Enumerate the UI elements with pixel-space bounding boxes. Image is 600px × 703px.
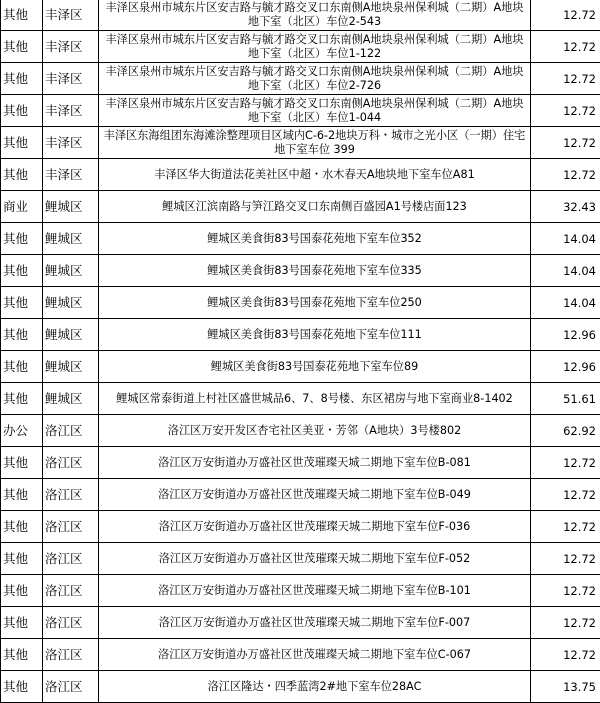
row-type-cell: 其他	[1, 287, 43, 319]
row-type-cell: 其他	[1, 575, 43, 607]
table-row	[1, 287, 600, 319]
row-type-cell: 其他	[1, 383, 43, 415]
row-type-cell: 其他	[1, 479, 43, 511]
table-row	[1, 511, 600, 543]
row-area-cell: 12.72	[531, 31, 600, 63]
table-row	[1, 319, 600, 351]
row-address-cell: 丰泽区华大街道法花美社区中超・水木春天A地块地下室车位A81	[99, 159, 531, 191]
table-row	[1, 191, 600, 223]
row-area-cell: 14.04	[531, 255, 600, 287]
row-district-cell: 丰泽区	[43, 0, 99, 31]
row-type-cell: 其他	[1, 639, 43, 671]
row-address-cell: 丰泽区泉州市城东片区安吉路与毓才路交叉口东南侧A地块泉州保利城（二期）A地块地下室（北区）车位2-726	[99, 63, 531, 95]
row-area-cell: 12.72	[531, 607, 600, 639]
row-address-cell: 丰泽区泉州市城东片区安吉路与毓才路交叉口东南侧A地块泉州保利城（二期）A地块地下室（北区）车位1-044	[99, 95, 531, 127]
row-district-cell: 丰泽区	[43, 159, 99, 191]
row-address-cell: 丰泽区泉州市城东片区安吉路与毓才路交叉口东南侧A地块泉州保利城（二期）A地块地下室（北区）车位1-122	[99, 31, 531, 63]
row-address-cell: 鲤城区江滨南路与笋江路交叉口东南侧百盛园A1号楼店面123	[99, 191, 531, 223]
row-district-cell: 鲤城区	[43, 191, 99, 223]
table-row	[1, 95, 600, 127]
row-area-cell: 12.72	[531, 95, 600, 127]
row-address-cell: 洛江区万安街道办万盛社区世茂璀璨天城二期地下室车位B-049	[99, 479, 531, 511]
row-type-cell: 其他	[1, 127, 43, 159]
row-address-cell: 洛江区隆达・四季蓝湾2#地下室车位28AC	[99, 671, 531, 703]
row-district-cell: 丰泽区	[43, 95, 99, 127]
row-area-cell: 12.72	[531, 159, 600, 191]
row-type-cell: 其他	[1, 511, 43, 543]
table-row	[1, 255, 600, 287]
row-district-cell: 鲤城区	[43, 255, 99, 287]
row-type-cell: 其他	[1, 319, 43, 351]
row-district-cell: 丰泽区	[43, 127, 99, 159]
row-type-cell: 其他	[1, 447, 43, 479]
table-row	[1, 415, 600, 447]
row-area-cell: 12.72	[531, 575, 600, 607]
table-row	[1, 31, 600, 63]
row-area-cell: 12.72	[531, 63, 600, 95]
table-row	[1, 447, 600, 479]
row-address-cell: 洛江区万安街道办万盛社区世茂璀璨天城二期地下室车位F-007	[99, 607, 531, 639]
row-area-cell: 12.72	[531, 127, 600, 159]
row-address-cell: 洛江区万安街道办万盛社区世茂璀璨天城二期地下室车位B-081	[99, 447, 531, 479]
row-type-cell: 办公	[1, 415, 43, 447]
table-row	[1, 159, 600, 191]
row-district-cell: 洛江区	[43, 639, 99, 671]
row-address-cell: 洛江区万安街道办万盛社区世茂璀璨天城二期地下室车位F-036	[99, 511, 531, 543]
row-area-cell: 12.72	[531, 447, 600, 479]
row-type-cell: 其他	[1, 255, 43, 287]
table-row	[1, 575, 600, 607]
row-address-cell: 鲤城区美食街83号国泰花苑地下室车位352	[99, 223, 531, 255]
row-area-cell: 51.61	[531, 383, 600, 415]
row-type-cell: 其他	[1, 159, 43, 191]
row-area-cell: 12.72	[531, 479, 600, 511]
row-type-cell: 其他	[1, 95, 43, 127]
row-district-cell: 洛江区	[43, 415, 99, 447]
row-address-cell: 丰泽区泉州市城东片区安吉路与毓才路交叉口东南侧A地块泉州保利城（二期）A地块地下室（北区）车位2-543	[99, 0, 531, 31]
row-district-cell: 洛江区	[43, 607, 99, 639]
table-row	[1, 351, 600, 383]
row-type-cell: 其他	[1, 63, 43, 95]
row-area-cell: 12.96	[531, 319, 600, 351]
row-type-cell: 其他	[1, 351, 43, 383]
row-address-cell: 洛江区万安街道办万盛社区世茂璀璨天城二期地下室车位B-101	[99, 575, 531, 607]
row-area-cell: 14.04	[531, 223, 600, 255]
row-type-cell: 其他	[1, 543, 43, 575]
row-district-cell: 丰泽区	[43, 31, 99, 63]
row-area-cell: 62.92	[531, 415, 600, 447]
table-row	[1, 383, 600, 415]
row-type-cell: 其他	[1, 607, 43, 639]
table-row	[1, 543, 600, 575]
row-area-cell: 12.72	[531, 639, 600, 671]
row-address-cell: 丰泽区东海组团东海滩涂整理项目区域内C-6-2地块万科・城市之光小区（一期）住宅地下室车位 399	[99, 127, 531, 159]
row-area-cell: 14.04	[531, 287, 600, 319]
row-type-cell: 其他	[1, 31, 43, 63]
row-type-cell: 其他	[1, 223, 43, 255]
row-district-cell: 洛江区	[43, 447, 99, 479]
row-area-cell: 12.96	[531, 351, 600, 383]
row-district-cell: 鲤城区	[43, 319, 99, 351]
row-type-cell: 其他	[1, 0, 43, 31]
row-type-cell: 商业	[1, 191, 43, 223]
table-row	[1, 607, 600, 639]
row-district-cell: 鲤城区	[43, 223, 99, 255]
row-district-cell: 洛江区	[43, 671, 99, 703]
row-area-cell: 12.72	[531, 511, 600, 543]
row-address-cell: 鲤城区常泰街道上村社区盛世城品6、7、8号楼、东区裙房与地下室商业8-1402	[99, 383, 531, 415]
row-area-cell: 12.72	[531, 0, 600, 31]
row-address-cell: 鲤城区美食街83号国泰花苑地下室车位335	[99, 255, 531, 287]
row-type-cell: 其他	[1, 671, 43, 703]
row-address-cell: 洛江区万安开发区杏宅社区美亚・芳邻（A地块）3号楼802	[99, 415, 531, 447]
row-district-cell: 洛江区	[43, 511, 99, 543]
row-district-cell: 丰泽区	[43, 63, 99, 95]
row-district-cell: 洛江区	[43, 479, 99, 511]
table-row	[1, 127, 600, 159]
row-area-cell: 32.43	[531, 191, 600, 223]
row-address-cell: 鲤城区美食街83号国泰花苑地下室车位111	[99, 319, 531, 351]
row-district-cell: 鲤城区	[43, 351, 99, 383]
row-address-cell: 洛江区万安街道办万盛社区世茂璀璨天城二期地下室车位C-067	[99, 639, 531, 671]
table-row	[1, 639, 600, 671]
row-area-cell: 12.72	[531, 543, 600, 575]
row-address-cell: 洛江区万安街道办万盛社区世茂璀璨天城二期地下室车位F-052	[99, 543, 531, 575]
table-row	[1, 0, 600, 31]
row-district-cell: 鲤城区	[43, 383, 99, 415]
table-row	[1, 223, 600, 255]
row-district-cell: 鲤城区	[43, 287, 99, 319]
table-row	[1, 479, 600, 511]
row-address-cell: 鲤城区美食街83号国泰花苑地下室车位250	[99, 287, 531, 319]
row-area-cell: 13.75	[531, 671, 600, 703]
row-address-cell: 鲤城区美食街83号国泰花苑地下室车位89	[99, 351, 531, 383]
property-table-body	[1, 0, 600, 703]
table-row	[1, 63, 600, 95]
row-district-cell: 洛江区	[43, 543, 99, 575]
table-row	[1, 671, 600, 703]
row-district-cell: 洛江区	[43, 575, 99, 607]
